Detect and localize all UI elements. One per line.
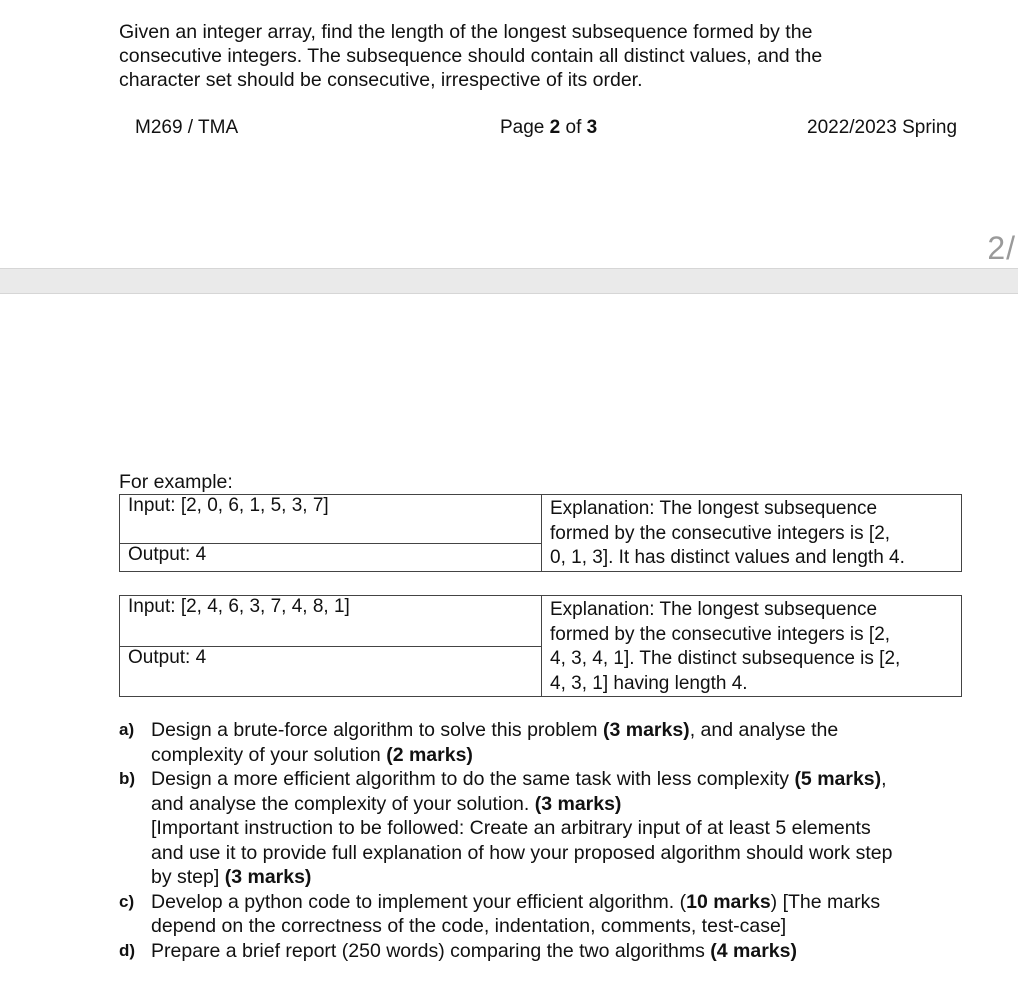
explanation-line: formed by the consecutive integers is [2, [550,623,891,645]
page-1-bottom [0,0,1018,268]
question-b [119,767,979,890]
text: Design a more efficient algorithm to do the same task with less complexity [151,768,795,790]
question-letter: a) [119,720,135,739]
text: Design a brute-force algorithm to solve this problem [151,719,603,741]
question-letter: c) [119,891,135,911]
marks: (5 marks) [794,768,882,790]
explanation-line: 4, 3, 1] having length 4. [550,672,748,694]
examples-heading: For example: [119,471,233,493]
text: ) [The marks [770,890,881,913]
text: Develop a python code to implement your efficient algorithm. ( [151,890,687,913]
question-line: depend on the correctness of the code, indentation, comments, test-case] [151,915,787,937]
text: by step] [151,866,225,888]
text: , [881,768,887,790]
question-line [151,939,979,964]
marks: 10 marks [686,890,771,913]
text: , and analyse the [689,719,839,741]
page-separator [0,268,1018,294]
question-line [151,767,979,792]
example-table [119,494,962,572]
question-line [151,792,979,817]
example-output: Output: 4 [120,543,542,571]
problem-line: character set should be consecutive, irrespective of its order. [119,69,643,91]
text: complexity of your solution [151,743,387,766]
explanation-line: 4, 3, 4, 1]. The distinct subsequence is [2, [550,648,901,669]
marks: (3 marks) [602,719,690,741]
marks: (4 marks) [710,939,797,962]
problem-statement [119,20,909,92]
question-a [119,718,979,767]
page-current: 2 [549,117,561,138]
footer-term: 2022/2023 Spring [807,117,958,138]
question-letter: b) [119,769,136,788]
problem-line: consecutive integers. The subsequence should contain all distinct values, and the [119,45,823,67]
question-c [119,890,979,939]
question-line [151,865,979,890]
question-line: [Important instruction to be followed: Create an arbitrary input of at least 5 elements [151,817,871,839]
explanation-line: Explanation: The longest subsequence [550,498,878,519]
question-line [151,718,979,743]
example-table [119,595,962,697]
example-output: Output: 4 [120,646,542,697]
question-line: and use it to provide full explanation of how your proposed algorithm should work step [151,841,893,864]
explanation-line: Explanation: The longest subsequence [550,599,878,620]
explanation-line: 0, 1, 3]. It has distinct values and length 4. [550,547,905,568]
question-line [151,743,979,768]
footer-page-number [500,117,597,139]
text: and analyse the complexity of your solution. [151,792,535,815]
marks: (2 marks) [386,743,473,766]
footer-course: M269 / TMA [135,117,239,138]
viewer-page-indicator: 2/ [987,230,1016,266]
question-d [119,939,979,964]
example-explanation [542,495,962,572]
question-letter: d) [119,940,136,960]
example-input: Input: [2, 4, 6, 3, 7, 4, 8, 1] [120,596,542,647]
example-input: Input: [2, 0, 6, 1, 5, 3, 7] [120,495,542,544]
page-total: 3 [586,117,598,138]
marks: (3 marks) [534,792,622,815]
question-list [119,718,979,963]
explanation-line: formed by the consecutive integers is [2, [550,522,891,544]
page-of: of [560,117,587,138]
example-explanation [542,596,962,697]
text: Prepare a brief report (250 words) comparing the two algorithms [151,939,711,962]
page-prefix: Page [500,117,550,138]
question-line [151,890,979,915]
marks: (3 marks) [224,866,312,888]
problem-line: Given an integer array, find the length of the longest subsequence formed by the [119,21,813,43]
